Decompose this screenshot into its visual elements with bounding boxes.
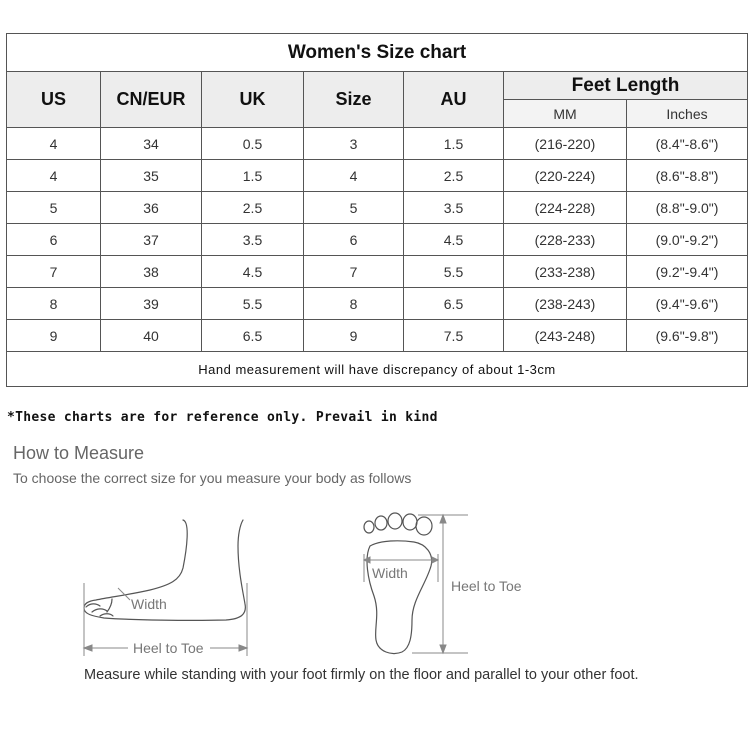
cell-mm: (243-248) [504, 320, 627, 352]
cell-inches: (9.6"-9.8") [627, 320, 748, 352]
table-row [7, 160, 748, 192]
header-inches: Inches [627, 100, 748, 128]
table-row [7, 320, 748, 352]
cell-au: 1.5 [404, 128, 504, 160]
cell-us: 5 [7, 192, 101, 224]
reference-note: *These charts are for reference only. Prevail in kind [7, 410, 438, 425]
foot-sole-view-icon [364, 513, 432, 654]
header-au: AU [404, 72, 504, 128]
cell-size: 8 [304, 288, 404, 320]
table-row [7, 224, 748, 256]
cell-cn-eur: 34 [101, 128, 202, 160]
cell-au: 6.5 [404, 288, 504, 320]
measure-diagram [0, 500, 750, 680]
cell-uk: 1.5 [202, 160, 304, 192]
cell-us: 4 [7, 128, 101, 160]
cell-us: 4 [7, 160, 101, 192]
cell-mm: (216-220) [504, 128, 627, 160]
cell-us: 8 [7, 288, 101, 320]
cell-uk: 6.5 [202, 320, 304, 352]
sole-length-label: Heel to Toe [451, 578, 522, 594]
cell-uk: 0.5 [202, 128, 304, 160]
cell-uk: 4.5 [202, 256, 304, 288]
cell-inches: (9.2"-9.4") [627, 256, 748, 288]
side-width-label: Width [131, 596, 167, 612]
cell-inches: (9.4"-9.6") [627, 288, 748, 320]
sole-width-label: Width [372, 565, 408, 581]
cell-size: 9 [304, 320, 404, 352]
cell-uk: 5.5 [202, 288, 304, 320]
measurement-note: Hand measurement will have discrepancy of about 1-3cm [7, 352, 748, 387]
cell-au: 7.5 [404, 320, 504, 352]
cell-inches: (8.6"-8.8") [627, 160, 748, 192]
cell-mm: (238-243) [504, 288, 627, 320]
cell-uk: 3.5 [202, 224, 304, 256]
how-to-measure-subtitle: To choose the correct size for you measure your body as follows [13, 470, 412, 486]
cell-cn-eur: 37 [101, 224, 202, 256]
cell-inches: (8.8"-9.0") [627, 192, 748, 224]
cell-mm: (228-233) [504, 224, 627, 256]
cell-us: 9 [7, 320, 101, 352]
cell-cn-eur: 39 [101, 288, 202, 320]
cell-size: 4 [304, 160, 404, 192]
header-cn-eur: CN/EUR [101, 72, 202, 128]
cell-cn-eur: 38 [101, 256, 202, 288]
table-row [7, 192, 748, 224]
cell-au: 4.5 [404, 224, 504, 256]
cell-inches: (8.4"-8.6") [627, 128, 748, 160]
cell-au: 2.5 [404, 160, 504, 192]
table-row [7, 128, 748, 160]
cell-au: 5.5 [404, 256, 504, 288]
cell-cn-eur: 40 [101, 320, 202, 352]
header-size: Size [304, 72, 404, 128]
size-chart-table [6, 33, 748, 387]
cell-au: 3.5 [404, 192, 504, 224]
cell-mm: (233-238) [504, 256, 627, 288]
cell-size: 6 [304, 224, 404, 256]
header-mm: MM [504, 100, 627, 128]
how-to-measure-title: How to Measure [13, 443, 145, 463]
cell-size: 5 [304, 192, 404, 224]
header-feet-length: Feet Length [504, 72, 748, 100]
side-length-label: Heel to Toe [133, 640, 204, 656]
cell-cn-eur: 36 [101, 192, 202, 224]
cell-uk: 2.5 [202, 192, 304, 224]
cell-cn-eur: 35 [101, 160, 202, 192]
cell-size: 7 [304, 256, 404, 288]
table-row [7, 256, 748, 288]
cell-us: 7 [7, 256, 101, 288]
cell-mm: (220-224) [504, 160, 627, 192]
header-us: US [7, 72, 101, 128]
cell-mm: (224-228) [504, 192, 627, 224]
table-row [7, 288, 748, 320]
header-uk: UK [202, 72, 304, 128]
cell-inches: (9.0"-9.2") [627, 224, 748, 256]
cell-size: 3 [304, 128, 404, 160]
measure-instruction: Measure while standing with your foot firmly on the floor and parallel to your other foot. [84, 667, 639, 683]
cell-us: 6 [7, 224, 101, 256]
table-title: Women's Size chart [7, 34, 748, 72]
